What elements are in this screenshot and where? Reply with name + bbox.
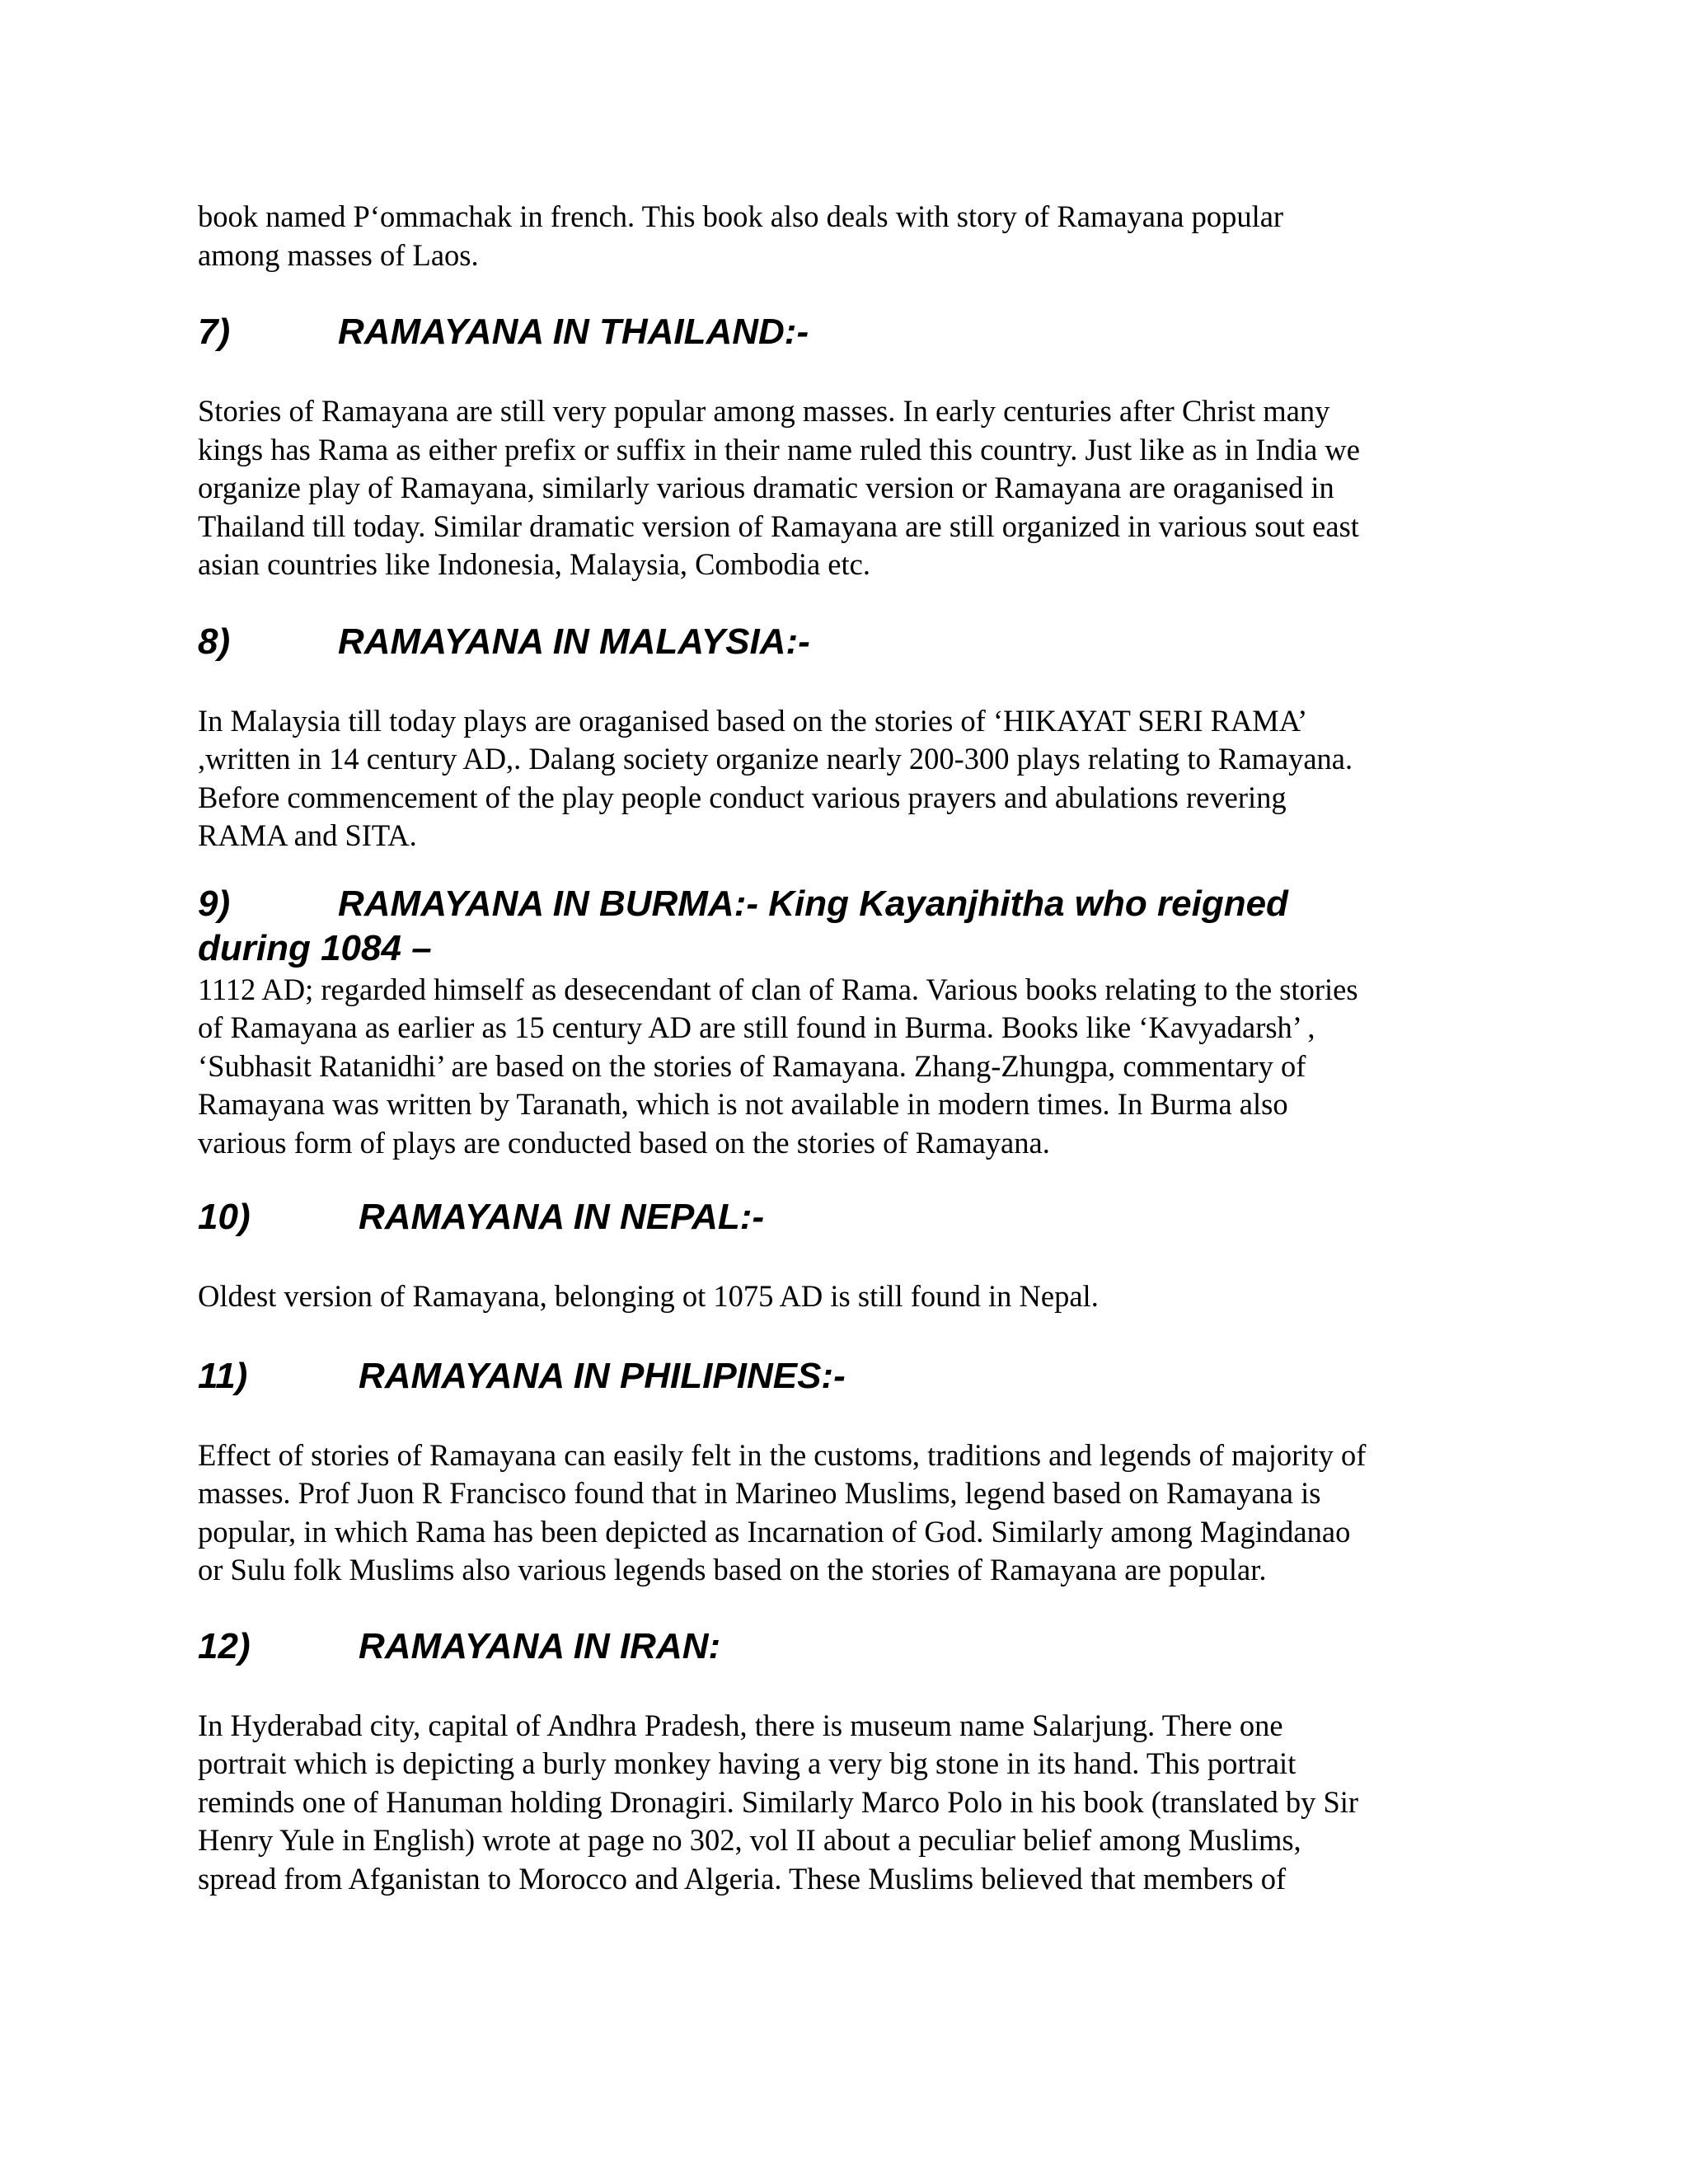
section-title: RAMAYANA IN PHILIPINES:- bbox=[359, 1355, 846, 1396]
paragraph-thailand: Stories of Ramayana are still very popular among masses. In early centuries after Christ many kings has Rama as either prefix or suffix in their name ruled this country. Just like as in India we organize play of Ramayana, similarly various dramatic version or Ramayana are oraganised in Thailand till today. Similar dramatic version of Ramayana are still organized in various sout east asian countries like Indonesia, Malaysia, Combodia etc. bbox=[198, 394, 1360, 581]
section-number: 11) bbox=[198, 1355, 248, 1396]
section-heading-philipines bbox=[198, 1354, 1492, 1399]
section-title: RAMAYANA IN IRAN: bbox=[359, 1625, 721, 1666]
section-title: RAMAYANA IN THAILAND:- bbox=[338, 312, 809, 352]
document-page bbox=[198, 198, 1492, 1898]
section-number: 9) bbox=[198, 883, 231, 924]
section-number: 7) bbox=[198, 312, 231, 352]
section-title: RAMAYANA IN MALAYSIA:- bbox=[338, 621, 810, 662]
paragraph-laos-continuation: book named P‘ommachak in french. This book also deals with story of Ramayana popular among masses of Laos. bbox=[198, 199, 1284, 272]
paragraph-malaysia: In Malaysia till today plays are oraganised based on the stories of ‘HIKAYAT SERI RAMA’ ,written in 14 century AD,. Dalang society organize nearly 200-300 plays relating to Ramayana. Before commencement of the play people conduct various prayers and abulations revering RAMA and SITA. bbox=[198, 703, 1353, 852]
section-number: 8) bbox=[198, 621, 231, 662]
section-heading-thailand bbox=[198, 310, 1492, 354]
section-title: RAMAYANA IN BURMA:- King Kayanjhitha who reigned bbox=[338, 883, 1288, 924]
section-title: RAMAYANA IN NEPAL:- bbox=[359, 1197, 765, 1237]
paragraph-burma: 1112 AD; regarded himself as desecendant of clan of Rama. Various books relating to the stories of Ramayana as earlier as 15 century AD are still found in Burma. Books like ‘Kavyadarsh’ , ‘Subhasit Ratanidhi’ are based on the stories of Ramayana. Zhang-Zhungpa, commentary of Ramayana was written by Taranath, which is not available in modern times. In Burma also various form of plays are conducted based on the stories of Ramayana. bbox=[198, 972, 1358, 1160]
section-number: 12) bbox=[198, 1625, 251, 1666]
section-heading-malaysia bbox=[198, 620, 1492, 664]
paragraph-philipines: Effect of stories of Ramayana can easily felt in the customs, traditions and legends of majority of masses. Prof Juon R Francisco found that in Marineo Muslims, legend based on Ramayana is popular, in which Rama has been depicted as Incarnation of God. Similarly among Magindanao or Sulu folk Muslims also various legends based on the stories of Ramayana are popular. bbox=[198, 1437, 1367, 1586]
section-heading-burma bbox=[198, 882, 1492, 971]
section-heading-nepal bbox=[198, 1195, 1492, 1240]
section-title-continuation: during 1084 – bbox=[198, 927, 432, 968]
section-heading-iran bbox=[198, 1624, 1492, 1669]
paragraph-nepal: Oldest version of Ramayana, belonging ot 1075 AD is still found in Nepal. bbox=[198, 1279, 1099, 1313]
paragraph-iran: In Hyderabad city, capital of Andhra Pradesh, there is museum name Salarjung. There one portrait which is depicting a burly monkey having a very big stone in its hand. This portrait reminds one of Hanuman holding Dronagiri. Similarly Marco Polo in his book (translated by Sir Henry Yule in English) wrote at page no 302, vol II about a peculiar belief among Muslims, spread from Afganistan to Morocco and Algeria. These Muslims believed that members of bbox=[198, 1708, 1359, 1896]
section-number: 10) bbox=[198, 1197, 251, 1237]
